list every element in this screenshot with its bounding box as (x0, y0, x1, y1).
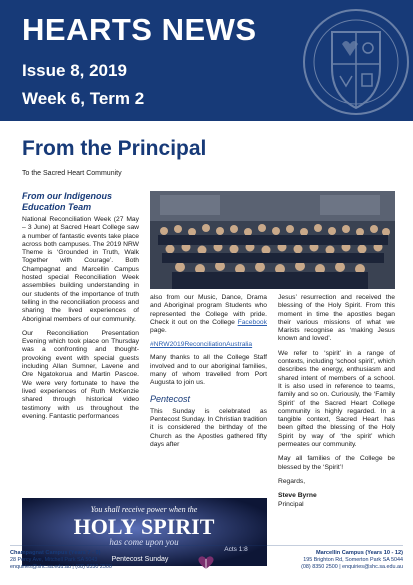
campus-left-contact[interactable]: enquiries@shc.sa.edu.au | (08) 8350 2500 (10, 564, 112, 570)
group-photo-image (150, 191, 395, 289)
paragraph-text: also from our Music, Dance, Drama and Aboriginal program Students who represented the College with pride. Check it out on the College (150, 294, 267, 326)
newsletter-title: HEARTS NEWS (22, 12, 257, 47)
paragraph: Many thanks to all the College Staff involved and to our aboriginal families, many of whom travelled from Port Augusta to join us. (150, 354, 267, 387)
intro-line: To the Sacred Heart Community (22, 170, 122, 177)
regards: Regards, (278, 477, 306, 485)
college-crest-icon (300, 4, 412, 121)
section-title-indigenous: From our Indigenous Education Team (22, 191, 112, 212)
footer-right (301, 550, 403, 571)
heart-logo-icon (196, 555, 216, 571)
campus-left-title: Champagnat Campus (Years 7 - 9) (10, 550, 101, 556)
paragraph: Jesus’ resurrection and received the blessing of the Holy Spirit. From this moment in time the apostles began their various missions of what we Marists recognise as ‘making Jesus known and loved’. (278, 294, 395, 343)
article-column-1 (22, 191, 139, 427)
group-photo (150, 191, 395, 289)
banner-line-1: You shall receive power when the (90, 505, 198, 514)
issue-number: Issue 8, 2019 (22, 61, 127, 80)
facebook-link[interactable]: Facebook (237, 318, 267, 326)
paragraph: This Sunday is celebrated as Pentecost Sunday. In Christian tradition it is considered the birthday of the Church as the Apostles gathered fifty days after (150, 407, 267, 448)
banner-ref: Acts 1:8 (224, 546, 248, 553)
hashtag-link[interactable]: #NRW2019ReconciliationAustralia (150, 341, 253, 349)
campus-right-contact[interactable]: (08) 8350 2500 | enquiries@shc.sa.edu.au (301, 564, 403, 570)
paragraph: We refer to ‘spirit’ in a range of contexts, including ‘school spirit’, which describes the energy, enthusiasm and shared intent of members of a school. It is also used in reference to teams, family and so on. Curiously, the ‘Family Spirit’ of the Sacred Heart College community is highly regarded. In a tangible context, Sacred Heart has been gifted the blessing of the Holy Spirit by way of ‘the spirit’ which permeates our community. (278, 349, 395, 449)
week-term: Week 6, Term 2 (22, 89, 145, 108)
campus-left-address: 28 Percy Ave, Mitchell Park SA 5043 (10, 557, 98, 563)
paragraph: Our Reconciliation Presentation Evening which took place on Thursday was a confronting and thought-provoking event with special guests including Allan Sumner, Lavene and Ore Ngatokorua and Martin Pascoe. We were very fortunate to have the lived experiences of Ruth McKenzie shared through historical video testimony with us throughout the evening. Fantastic performances (22, 329, 139, 420)
campus-right-address: 195 Brighton Rd, Somerton Park SA 5044 (303, 557, 403, 563)
page-title: From the Principal (22, 137, 207, 160)
banner-caption: Pentecost Sunday (111, 556, 169, 563)
paragraph-text-end: page. (150, 327, 167, 335)
footer-left (10, 550, 112, 571)
banner-line-3: has come upon you (109, 537, 179, 547)
paragraph: May all families of the College be blessed by the ‘Spirit’! (278, 455, 395, 471)
campus-right-title: Marcellin Campus (Years 10 - 12) (315, 550, 403, 556)
paragraph: National Reconciliation Week (27 May – 3 June) at Sacred Heart College saw a number of fantastic events take place across both campuses. The 2019 NRW Theme is ‘Grounded in Truth, Walk Together with Courage’. Both Champagnat and Marcellin Campus hosted special Reconciliation Week assemblies building understanding in our students of the importance of truth telling in the reconciliation process and sharing the lived experiences of Aboriginal members of our community. (22, 216, 139, 323)
banner-holy-spirit: HOLY SPIRIT (73, 514, 215, 539)
footer-divider (10, 545, 403, 546)
article-column-2 (150, 294, 267, 455)
signer-name: Steve Byrne (278, 492, 317, 500)
paragraph (150, 294, 267, 335)
section-title-pentecost: Pentecost (150, 393, 191, 404)
signer-title: Principal (278, 500, 304, 508)
newsletter-header (0, 0, 413, 121)
article-column-3 (278, 294, 395, 509)
